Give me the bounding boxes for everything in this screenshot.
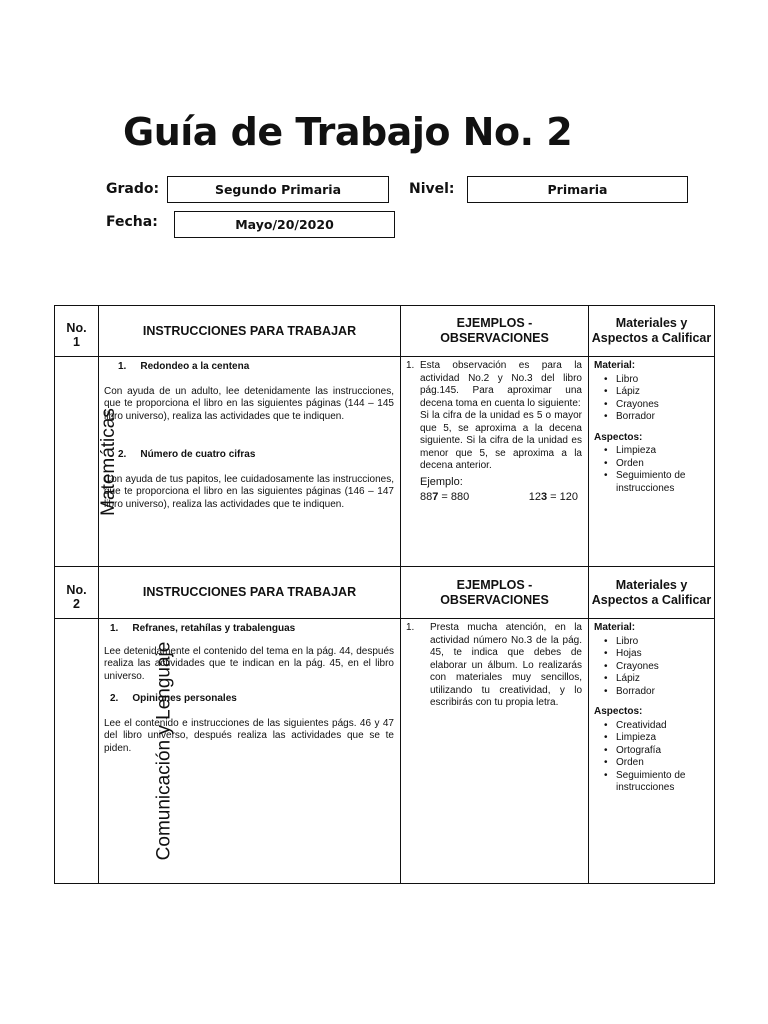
subject-label: Matemáticas [97,407,119,516]
aspects-list [604,720,709,795]
list-item: • Creatividad [604,720,709,733]
example-number: 1. [406,360,415,371]
nivel-field: Primaria [467,176,688,203]
equation-2: 123 = 120 [528,491,578,503]
item-text: Con ayuda de tus papitos, lee cuidadosamente las instrucciones, que te proporciona el libro en las siguientes páginas (146 – 147 libro universo), realiza las actividades que te indiquen. [104,473,394,510]
header-no-cell [55,567,99,619]
aspects-list [604,445,709,495]
header-materials: Materiales y Aspectos a Calificar [589,567,715,619]
header-instructions: INSTRUCCIONES PARA TRABAJAR [99,567,401,619]
header-no-label: No. [66,321,87,335]
list-item: • Crayones [604,399,709,412]
table-row [55,619,715,884]
header-examples: EJEMPLOS - OBSERVACIONES [401,306,589,357]
equation-1: 887 = 880 [420,491,470,503]
list-item: • Lápiz [604,386,709,399]
list-item: • Orden [604,458,709,471]
table-row [55,357,715,567]
grado-field: Segundo Primaria [167,176,389,203]
list-item: • Limpieza [604,445,709,458]
examples-cell [401,619,589,884]
item-text: Lee el contenido e instrucciones de las siguientes págs. 46 y 47 del libro universo, después realiza las actividades que se te piden. [104,717,394,754]
header-instructions: INSTRUCCIONES PARA TRABAJAR [99,306,401,357]
list-item: • Borrador [604,686,709,699]
list-item: • Libro [604,374,709,387]
example-text: Presta mucha atención, en la actividad número No.3 de la pág. 45, te indica que debes de elaborar un álbum. Lo realizarás con materiales muy sencillos, utilizando tu creatividad, y lo escribirás con tu propia letra. [430,622,582,708]
fecha-field: Mayo/20/2020 [174,211,395,238]
work-plan-table [54,305,715,884]
example-number: 1. [406,622,415,633]
list-item: • Orden [604,757,709,770]
item-title: 2. Número de cuatro cifras [118,449,256,460]
list-item: • Libro [604,636,709,649]
header-examples: EJEMPLOS - OBSERVACIONES [401,567,589,619]
example-text: Esta observación es para la actividad No.2 y No.3 del libro pág.145. Para aproximar una decena toma en cuenta lo siguiente: [420,360,582,409]
instructions-cell [99,619,401,884]
item-text: Lee detenidamente el contenido del tema en la pág. 44, después realiza las actividades que te indican en la pág. 45, en el libro universo. [104,645,394,682]
materials-list [604,374,709,424]
subject-label: Comunicación y Lenguaje [153,641,175,861]
item-title: 1. Refranes, retahílas y trabalenguas [110,623,296,634]
examples-cell [401,357,589,567]
table-header-row [55,567,715,619]
example-label: Ejemplo: [420,475,463,488]
header-no-cell [55,306,99,357]
list-item: • Lápiz [604,673,709,686]
list-item: • Crayones [604,661,709,674]
list-item: • Hojas [604,648,709,661]
aspects-label: Aspectos: [594,431,643,443]
table-header-row [55,306,715,357]
list-item: • Seguimiento de instrucciones [604,770,709,795]
list-item: • Seguimiento de instrucciones [604,470,709,495]
row-number: 1 [73,335,80,349]
aspects-label: Aspectos: [594,706,643,717]
grado-label: Grado: [106,181,160,197]
list-item: • Ortografía [604,745,709,758]
item-title: 2. Opiniones personales [110,693,237,704]
example-rule: Si la cifra de la unidad es 5 o mayor que 5, se aproxima a la decena siguiente. Si la cifra de la unidad es menor que 5, se aproxima a la decena anterior. [420,410,582,471]
instructions-cell [99,357,401,567]
row-number: 2 [73,596,80,611]
materials-list [604,636,709,699]
item-title: 1. Redondeo a la centena [118,361,250,372]
header-materials: Materiales y Aspectos a Calificar [589,306,715,357]
material-label: Material: [594,622,636,633]
fecha-label: Fecha: [106,214,158,230]
header-no-label: No. [66,582,87,597]
material-label: Material: [594,360,636,371]
materials-cell [589,619,715,884]
page-title: Guía de Trabajo No. 2 [123,110,573,154]
list-item: • Limpieza [604,732,709,745]
nivel-label: Nivel: [409,181,455,197]
item-text: Con ayuda de un adulto, lee detenidamente las instrucciones, que te proporciona el libro en las siguientes páginas (144 – 145 libro universo), realiza las actividades que te indiquen. [104,385,394,422]
example-equations [406,491,582,504]
subject-cell [55,357,119,567]
materials-cell [589,357,715,567]
list-item: • Borrador [604,411,709,424]
